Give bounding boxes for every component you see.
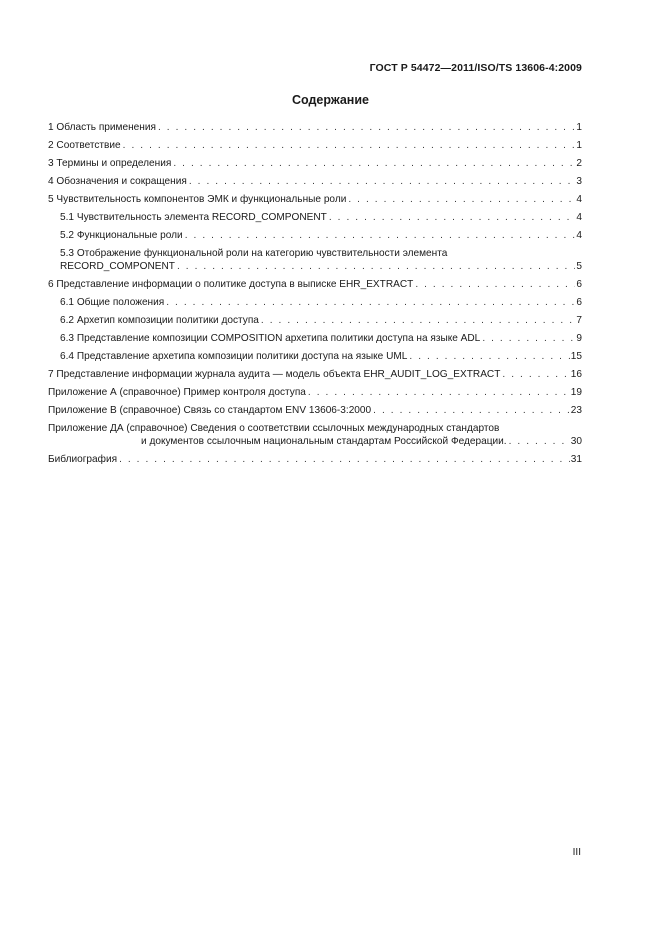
toc-label: 1 Область применения — [48, 122, 156, 133]
toc-page: 16 — [570, 369, 582, 380]
leader-dots — [173, 157, 575, 170]
leader-dots — [502, 368, 569, 381]
toc-entry-6[interactable] — [48, 278, 582, 291]
leader-dots — [166, 296, 575, 309]
toc-label: 3 Термины и определения — [48, 158, 172, 169]
table-of-contents — [48, 121, 582, 471]
toc-entry-appendix-a[interactable] — [48, 386, 582, 399]
toc-label-line2: RECORD_COMPONENT — [60, 261, 175, 272]
toc-page: 30 — [570, 436, 582, 447]
leader-dots — [482, 332, 575, 345]
toc-page: 23 — [570, 405, 582, 416]
toc-entry-1[interactable] — [48, 121, 582, 134]
toc-page: 6 — [576, 297, 582, 308]
toc-page: 1 — [576, 140, 582, 151]
toc-entry-2[interactable] — [48, 139, 582, 152]
document-header: ГОСТ Р 54472—2011/ISO/TS 13606-4:2009 — [369, 62, 582, 74]
toc-entry-bibliography[interactable] — [48, 453, 582, 466]
toc-label: 6.4 Представление архетипа композиции политики доступа на языке UML — [60, 351, 408, 362]
toc-label: 5 Чувствительность компонентов ЭМК и функциональные роли — [48, 194, 347, 205]
toc-entry-appendix-da[interactable] — [48, 422, 582, 448]
leader-dots — [158, 121, 575, 134]
toc-page: 15 — [570, 351, 582, 362]
leader-dots — [348, 193, 575, 206]
toc-label-line2: и документов ссылочным национальным стандартам Российской Федерации. — [141, 436, 507, 447]
toc-label: 6.1 Общие положения — [60, 297, 165, 308]
toc-entry-5[interactable] — [48, 193, 582, 206]
leader-dots — [409, 350, 569, 363]
leader-dots — [123, 139, 576, 152]
toc-entry-6-3[interactable] — [48, 332, 582, 345]
toc-page: 5 — [576, 261, 582, 272]
toc-label-line1: Приложение ДА (справочное) Сведения о соответствии ссылочных международных стандартов — [48, 423, 500, 434]
toc-page: 6 — [576, 279, 582, 290]
toc-entry-3[interactable] — [48, 157, 582, 170]
toc-entry-appendix-b[interactable] — [48, 404, 582, 417]
page-number: III — [572, 847, 581, 858]
toc-page: 4 — [576, 194, 582, 205]
toc-page: 7 — [576, 315, 582, 326]
toc-entry-6-4[interactable] — [48, 350, 582, 363]
toc-page: 2 — [576, 158, 582, 169]
toc-page: 19 — [570, 387, 582, 398]
toc-page: 3 — [576, 176, 582, 187]
toc-label: Библиография — [48, 454, 118, 465]
toc-entry-4[interactable] — [48, 175, 582, 188]
leader-dots — [415, 278, 575, 291]
toc-label-line1: 5.3 Отображение функциональной роли на категорию чувствительности элемента — [60, 248, 448, 259]
toc-page: 4 — [576, 212, 582, 223]
leader-dots — [308, 386, 570, 399]
leader-dots — [261, 314, 575, 327]
toc-entry-5-2[interactable] — [48, 229, 582, 242]
leader-dots — [329, 211, 576, 224]
page-title: Содержание — [291, 93, 369, 107]
toc-label: 4 Обозначения и сокращения — [48, 176, 187, 187]
toc-label: 5.1 Чувствительность элемента RECORD_COMPONENT — [60, 212, 327, 223]
toc-label: 7 Представление информации журнала аудита — модель объекта EHR_AUDIT_LOG_EXTRACT — [48, 369, 501, 380]
leader-dots — [189, 175, 576, 188]
toc-label: 2 Соответствие — [48, 140, 121, 151]
toc-entry-6-2[interactable] — [48, 314, 582, 327]
toc-page: 9 — [576, 333, 582, 344]
leader-dots — [373, 404, 570, 417]
toc-label: Приложение А (справочное) Пример контроля доступа — [48, 387, 306, 398]
leader-dots — [509, 435, 570, 448]
toc-label: 6.2 Архетип композиции политики доступа — [60, 315, 259, 326]
toc-entry-7[interactable] — [48, 368, 582, 381]
toc-entry-5-1[interactable] — [48, 211, 582, 224]
toc-page: 4 — [576, 230, 582, 241]
toc-entry-5-3[interactable] — [48, 247, 582, 273]
leader-dots — [119, 453, 570, 466]
leader-dots — [177, 260, 575, 273]
leader-dots — [185, 229, 576, 242]
toc-label: 5.2 Функциональные роли — [60, 230, 183, 241]
toc-entry-6-1[interactable] — [48, 296, 582, 309]
toc-page: 1 — [576, 122, 582, 133]
toc-label: 6 Представление информации о политике доступа в выписке EHR_EXTRACT — [48, 279, 414, 290]
toc-page: 31 — [570, 454, 582, 465]
toc-label: Приложение В (справочное) Связь со стандартом ENV 13606-3:2000 — [48, 405, 372, 416]
toc-label: 6.3 Представление композиции COMPOSITION архетипа политики доступа на языке ADL — [60, 333, 481, 344]
